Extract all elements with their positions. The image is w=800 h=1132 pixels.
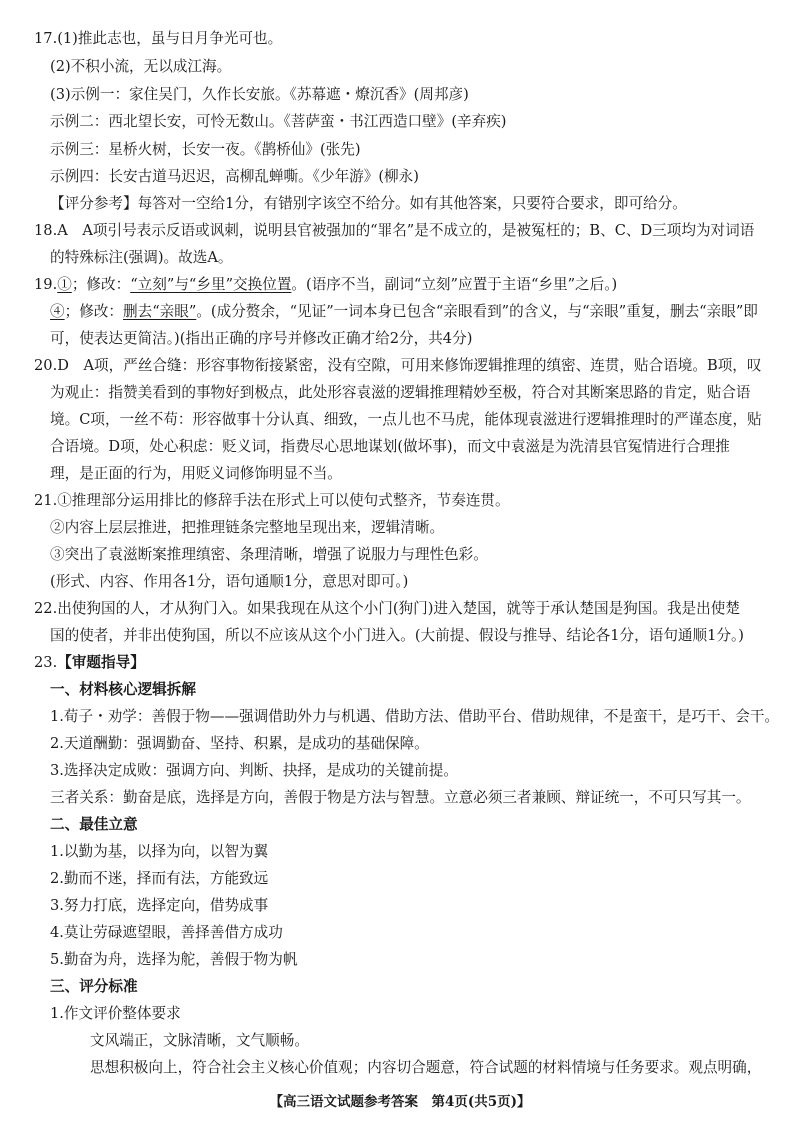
thesis-5: 5.勤奋为舟，选择为舵，善假于物为帆 — [50, 951, 298, 968]
page-footer: 【高三语文试题参考答案 第4页(共5页)】 — [269, 1094, 531, 1110]
q19-index-4: ④ — [50, 303, 65, 320]
q19-index-1: ① — [57, 276, 72, 293]
q21-line-2: ②内容上层层推进，把推理链条完整地呈现出来，逻辑清晰。 — [50, 519, 445, 536]
q22-line-1: 22.出使狗国的人，才从狗门入。如果我现在从这个小门(狗门)进入楚国，就等于承认楚国是狗国。我是出使楚 — [34, 600, 740, 617]
q20-line-2: 为观止：指赞美看到的事物好到极点，此处形容袁滋的逻辑推理精妙至极，符合对其断案思路的肯定，贴合语 — [50, 384, 751, 401]
q21-line-1: 21.①推理部分运用排比的修辞手法在形式上可以使句式整齐，节奏连贯。 — [34, 492, 510, 509]
logic-point-1: 1.荀子・劝学：善假于物——强调借助外力与机遇、借助方法、借助平台、借助规律，不是蛮干，是巧干、会干。 — [50, 708, 780, 725]
q22-line-2: 国的使者，并非出使狗国，所以不应该从这个小门进入。(大前提、假设与推导、结论各1分，语句通顺1分。) — [50, 627, 744, 644]
q17-scoring-note: 【评分参考】每答对一空给1分，有错别字该空不给分。如有其他答案，只要符合要求，即可给分。 — [50, 195, 687, 212]
q19-line-2 — [50, 302, 758, 324]
criteria-style: 文风端正，文脉清晰，文气顺畅。 — [90, 1032, 309, 1049]
q20-line-4: 合语境。D项，处心积虑：贬义词，指费尽心思地谋划(做坏事)，而文中袁滋是为洗清县官冤情进行合理推 — [50, 438, 730, 455]
criteria-heading: 1.作文评价整体要求 — [50, 1005, 181, 1022]
q23-guide-title: 【审题指导】 — [57, 654, 145, 671]
q19-number: 19. — [34, 276, 58, 293]
q19-fix-2: 删去“亲眼” — [123, 303, 197, 320]
q19-reason-1: 。(语序不当，副词“立刻”应置于主语“乡里”之后。) — [291, 276, 618, 293]
q17-line-2: (2)不积小流，无以成江海。 — [50, 58, 232, 75]
q17-example-2: 示例二：西北望长安，可怜无数山。《菩萨蛮・书江西造口壁》(辛弃疾) — [50, 113, 507, 130]
thesis-1: 1.以勤为基，以择为向，以智为翼 — [50, 843, 269, 860]
q23-header — [34, 653, 145, 675]
q17-example-3: 示例三：星桥火树，长安一夜。《鹊桥仙》(张先) — [50, 141, 361, 158]
section-heading-2: 二、最佳立意 — [50, 816, 138, 833]
logic-relation: 三者关系：勤奋是底，选择是方向，善假于物是方法与智慧。立意必须三者兼顾、辩证统一，不可只写其一。 — [50, 789, 751, 806]
logic-point-3: 3.选择决定成败：强调方向、判断、抉择，是成功的关键前提。 — [50, 762, 458, 779]
q17-example-4: 示例四：长安古道马迟迟，高柳乱蝉嘶。《少年游》(柳永) — [50, 168, 419, 185]
section-heading-3: 三、评分标准 — [50, 978, 138, 995]
q20-line-5: 理，是正面的行为，用贬义词修饰明显不当。 — [50, 465, 342, 482]
q19-line-1 — [34, 275, 617, 297]
section-heading-1: 一、材料核心逻辑拆解 — [50, 681, 196, 698]
q17-line-3: (3)示例一：家住吴门，久作长安旅。《苏幕遮・燎沉香》(周邦彦) — [50, 86, 469, 103]
q20-line-3: 境。C项，一丝不苟：形容做事十分认真、细致，一点儿也不马虎，能体现袁滋进行逻辑推理时的严谨态度，贴 — [50, 411, 762, 428]
q17-line-1: 17.(1)推此志也，虽与日月争光可也。 — [34, 30, 283, 47]
q18-line-2: 的特殊标注(强调)。故选A。 — [50, 249, 233, 266]
criteria-content: 思想积极向上，符合社会主义核心价值观；内容切合题意，符合试题的材料情境与任务要求。观点明确， — [90, 1059, 762, 1076]
thesis-2: 2.勤而不迷，择而有法，方能致远 — [50, 870, 269, 887]
q18-line-1: 18.A A项引号表示反语或讽刺，说明县官被强加的“罪名”是不成立的，是被冤枉的；B、C、D三项均为对词语 — [34, 222, 755, 239]
q19-fix-label-1: ；修改： — [71, 276, 131, 293]
q19-fix-1: “立刻”与“乡里”交换位置 — [130, 276, 292, 293]
q20-line-1: 20.D A项，严丝合缝：形容事物衔接紧密，没有空隙，可用来修饰逻辑推理的缜密、连贯，贴合语境。B项，叹 — [34, 357, 762, 374]
thesis-4: 4.莫让劳碌遮望眼，善择善借方成功 — [50, 924, 283, 941]
q21-scoring-note: (形式、内容、作用各1分，语句通顺1分，意思对即可。) — [50, 573, 409, 590]
q23-number: 23. — [34, 654, 58, 671]
q19-line-3: 可，使表达更简洁。)(指出正确的序号并修改正确才给2分，共4分) — [50, 330, 473, 347]
q19-fix-label-2: ；修改： — [64, 303, 123, 320]
logic-point-2: 2.天道酬勤：强调勤奋、坚持、积累，是成功的基础保障。 — [50, 735, 429, 752]
thesis-3: 3.努力打底，选择定向，借势成事 — [50, 897, 269, 914]
q19-reason-2: 。(成分赘余，“见证”一词本身已包含“亲眼看到”的含义，与“亲眼”重复，删去“亲眼”即 — [196, 303, 758, 320]
q21-line-3: ③突出了袁滋断案推理缜密、条理清晰，增强了说服力与理性色彩。 — [50, 546, 488, 563]
